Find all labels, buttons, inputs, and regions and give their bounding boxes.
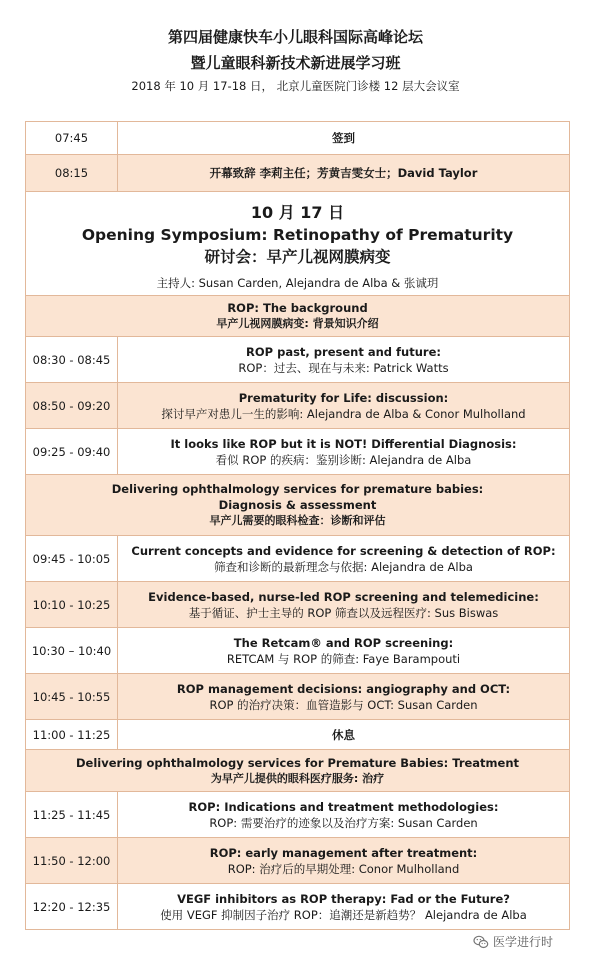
session-content xyxy=(118,536,569,581)
symposium-content xyxy=(26,192,569,295)
schedule-row xyxy=(26,628,569,674)
section-header-row xyxy=(26,475,569,536)
schedule-row xyxy=(26,884,569,930)
schedule-row xyxy=(26,429,569,475)
session-time: 09:25 - 09:40 xyxy=(26,429,118,474)
session-title: Evidence-based, nurse-led ROP screening and telemedicine: xyxy=(148,589,539,604)
session-speaker: 使用 VEGF 抑制因子治疗 ROP：追潮还是新趋势？ Alejandra de Alba xyxy=(160,907,527,922)
session-time: 11:50 - 12:00 xyxy=(26,838,118,883)
session-speaker: RETCAM 与 ROP 的筛查: Faye Barampouti xyxy=(226,651,461,666)
section-title-cn: 为早产儿提供的眼科医疗服务: 治疗 xyxy=(210,771,385,785)
session-content xyxy=(118,628,569,673)
session-content xyxy=(118,884,569,929)
section-title: Delivering ophthalmology services for Premature Babies: Treatment xyxy=(75,755,520,770)
section-title-cn: 早产儿视网膜病变: 背景知识介绍 xyxy=(216,317,379,330)
symposium-title-en: Opening Symposium: Retinopathy of Prematurity xyxy=(81,225,514,244)
session-title: ROP: early management after treatment: xyxy=(209,845,478,860)
session-title: ROP: Indications and treatment methodologies: xyxy=(188,799,499,814)
session-title: 签到 xyxy=(332,131,355,145)
section-content xyxy=(26,296,569,336)
session-title: 休息 xyxy=(332,727,355,742)
session-time: 11:00 - 11:25 xyxy=(26,720,118,749)
section-title: ROP: The background xyxy=(227,301,368,315)
session-content xyxy=(118,720,569,749)
session-time: 08:15 xyxy=(26,155,118,191)
session-time: 10:45 - 10:55 xyxy=(26,674,118,719)
schedule-row xyxy=(26,720,569,750)
schedule-row xyxy=(26,582,569,628)
section-title-cn: 早产儿需要的眼科检查：诊断和评估 xyxy=(209,514,386,527)
session-content xyxy=(118,122,569,154)
symposium-row xyxy=(26,192,569,296)
session-speaker: 探讨早产对患儿一生的影响: Alejandra de Alba & Conor Mulholland xyxy=(161,406,526,421)
session-time: 11:25 - 11:45 xyxy=(26,792,118,837)
session-speaker: ROP：过去、现在与未来: Patrick Watts xyxy=(238,360,449,375)
session-time: 07:45 xyxy=(26,122,118,154)
session-speaker: ROP 的治疗决策：血管造影与 OCT: Susan Carden xyxy=(209,697,478,712)
session-title: ROP management decisions: angiography and OCT: xyxy=(176,681,511,696)
session-speaker: 看似 ROP 的疾病：鉴别诊断: Alejandra de Alba xyxy=(215,452,472,467)
schedule-row xyxy=(26,337,569,383)
symposium-moderators: 主持人: Susan Carden, Alejandra de Alba & 张诚玥 xyxy=(156,275,439,290)
session-content xyxy=(118,383,569,428)
session-title: The Retcam® and ROP screening: xyxy=(233,635,454,650)
session-content xyxy=(118,582,569,627)
section-content xyxy=(26,750,569,791)
section-header-row xyxy=(26,750,569,792)
course-title: 暨儿童眼科新技术新进展学习班 xyxy=(190,54,401,72)
section-title: Delivering ophthalmology services for premature babies: xyxy=(111,482,484,496)
section-subtitle: Diagnosis & assessment xyxy=(218,498,377,512)
session-time: 08:30 - 08:45 xyxy=(26,337,118,382)
session-speaker: 筛查和诊断的最新理念与依据: Alejandra de Alba xyxy=(214,559,473,574)
session-content xyxy=(118,337,569,382)
session-time: 09:45 - 10:05 xyxy=(26,536,118,581)
document-header xyxy=(0,0,591,94)
symposium-title-cn: 研讨会：早产儿视网膜病变 xyxy=(204,247,391,266)
schedule-row xyxy=(26,122,569,155)
schedule-row xyxy=(26,674,569,720)
session-title: 开幕致辞 李莉主任；芳黄吉雯女士；David Taylor xyxy=(209,166,478,180)
symposium-date: 10 月 17 日 xyxy=(250,202,345,222)
schedule-row xyxy=(26,792,569,838)
session-title: ROP past, present and future: xyxy=(246,344,441,359)
schedule-row xyxy=(26,155,569,192)
session-speaker: ROP: 需要治疗的迹象以及治疗方案: Susan Carden xyxy=(209,815,478,830)
wechat-icon xyxy=(473,934,489,950)
section-header-row xyxy=(26,296,569,337)
session-speaker: 基于循证、护士主导的 ROP 筛查以及远程医疗: Sus Biswas xyxy=(188,605,499,620)
session-time: 12:20 - 12:35 xyxy=(26,884,118,929)
session-title: VEGF inhibitors as ROP therapy: Fad or the Future? xyxy=(177,891,510,906)
session-content xyxy=(118,792,569,837)
session-time: 10:30 – 10:40 xyxy=(26,628,118,673)
date-venue: 2018 年 10 月 17-18 日， 北京儿童医院门诊楼 12 层大会议室 xyxy=(131,79,460,93)
session-content xyxy=(118,674,569,719)
forum-title: 第四届健康快车小儿眼科国际高峰论坛 xyxy=(167,28,423,46)
session-title: Current concepts and evidence for screening & detection of ROP: xyxy=(131,543,556,558)
schedule-table xyxy=(25,121,570,930)
watermark-text: 医学进行时 xyxy=(493,935,554,949)
watermark xyxy=(473,933,553,950)
session-content xyxy=(118,155,569,191)
schedule-row xyxy=(26,383,569,429)
session-time: 10:10 - 10:25 xyxy=(26,582,118,627)
session-time: 08:50 - 09:20 xyxy=(26,383,118,428)
section-content xyxy=(26,475,569,535)
session-title: It looks like ROP but it is NOT! Differential Diagnosis: xyxy=(170,436,517,451)
session-content xyxy=(118,838,569,883)
schedule-row xyxy=(26,838,569,884)
session-speaker: ROP: 治疗后的早期处理: Conor Mulholland xyxy=(227,861,460,876)
session-content xyxy=(118,429,569,474)
schedule-row xyxy=(26,536,569,582)
session-title: Prematurity for Life: discussion: xyxy=(238,390,449,405)
